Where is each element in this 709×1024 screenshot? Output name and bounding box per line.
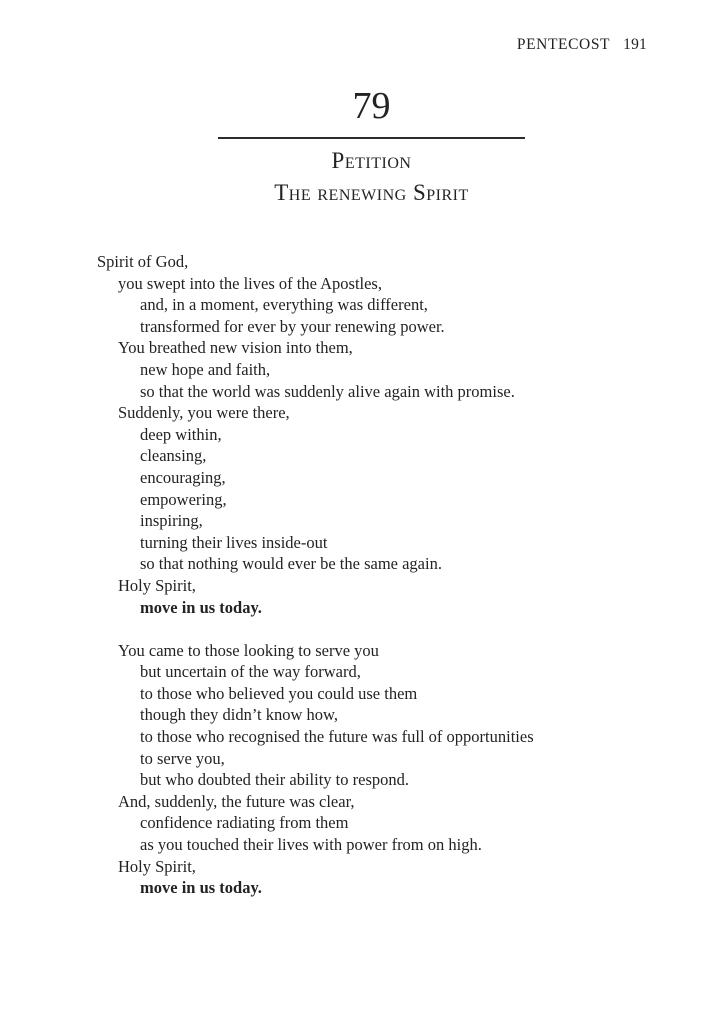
poem-line: and, in a moment, everything was different, bbox=[140, 295, 428, 315]
poem-line: so that the world was suddenly alive again with promise. bbox=[140, 381, 515, 401]
stanza-1 bbox=[97, 251, 657, 618]
poem-line: empowering, bbox=[140, 489, 227, 509]
poem-line: cleansing, bbox=[140, 446, 207, 466]
hymn-category: Petition bbox=[331, 147, 412, 173]
poem bbox=[97, 251, 657, 899]
poem-line: Suddenly, you were there, bbox=[118, 403, 290, 423]
poem-line: Spirit of God, bbox=[97, 252, 189, 271]
poem-line: to those who believed you could use them bbox=[140, 683, 418, 703]
poem-line: but who doubted their ability to respond. bbox=[140, 770, 410, 790]
poem-line: move in us today. bbox=[140, 878, 262, 898]
poem-line: You breathed new vision into them, bbox=[118, 338, 353, 358]
running-head-label: PENTECOST bbox=[516, 36, 611, 53]
poem-line: turning their lives inside-out bbox=[140, 532, 328, 552]
poem-line: confidence radiating from them bbox=[140, 813, 349, 833]
poem-line: Holy Spirit, bbox=[118, 575, 196, 595]
running-head bbox=[517, 36, 647, 54]
poem-line: inspiring, bbox=[140, 511, 203, 531]
hymn-header bbox=[218, 86, 525, 209]
hymn-title: The renewing Spirit bbox=[274, 179, 469, 205]
divider-rule bbox=[218, 137, 525, 139]
poem-line: to serve you, bbox=[140, 748, 225, 768]
poem-line: you swept into the lives of the Apostles, bbox=[118, 273, 382, 293]
poem-line: transformed for ever by your renewing power. bbox=[140, 316, 445, 336]
poem-line: though they didn’t know how, bbox=[140, 705, 338, 725]
stanza-2 bbox=[97, 640, 657, 899]
poem-line: so that nothing would ever be the same again. bbox=[140, 554, 442, 574]
poem-line: move in us today. bbox=[140, 597, 262, 617]
poem-line: You came to those looking to serve you bbox=[118, 640, 379, 660]
poem-line: to those who recognised the future was full of opportunities bbox=[140, 727, 534, 747]
poem-line: And, suddenly, the future was clear, bbox=[118, 791, 355, 811]
hymn-number: 79 bbox=[352, 85, 391, 127]
poem-line: as you touched their lives with power from on high. bbox=[140, 835, 482, 855]
poem-line: encouraging, bbox=[140, 467, 226, 487]
page-number: 191 bbox=[623, 36, 647, 53]
poem-line: new hope and faith, bbox=[140, 359, 271, 379]
poem-line: but uncertain of the way forward, bbox=[140, 662, 361, 682]
poem-line: deep within, bbox=[140, 424, 222, 444]
poem-line: Holy Spirit, bbox=[118, 856, 196, 876]
